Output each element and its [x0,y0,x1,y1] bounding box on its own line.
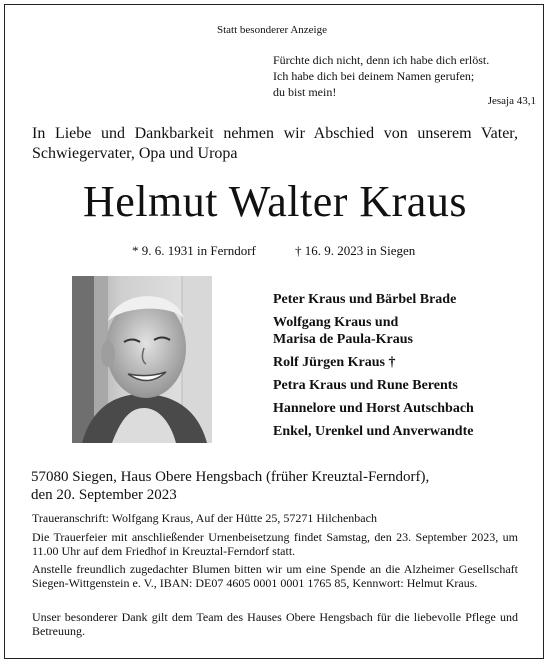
funeral-info: Die Trauerfeier mit anschließender Urnenbeisetzung findet Samstag, den 23. September 2023, um 11.00 Uhr auf dem Friedhof in Kreuztal-Ferndorf statt. [32,530,518,558]
mourner-line-4: Rolf Jürgen Kraus † [273,355,396,370]
mourner-line-3: Marisa de Paula-Kraus [273,332,413,347]
portrait-photo-image [72,276,212,443]
donation-info: Anstelle freundlich zugedachter Blumen bitten wir um eine Spende an die Alzheimer Gesellschaft Siegen-Wittgenstein e. V., IBAN: DE07 4605 0001 0001 1765 85, Kennwort: Helmut Kraus. [32,562,518,590]
mourner-line-2: Wolfgang Kraus und [273,315,399,330]
mourner-line-5: Petra Kraus und Rune Berents [273,378,458,393]
header-text: Statt besonderer Anzeige [217,24,327,36]
mourner-line-7: Enkel, Urenkel und Anverwandte [273,424,474,439]
verse-source: Jesaja 43,1 [487,95,536,107]
intro-text: In Liebe und Dankbarkeit nehmen wir Abschied von unserem Vater, Schwiegervater, Opa und Uropa [32,125,518,162]
portrait-photo [72,276,212,443]
death-date: † 16. 9. 2023 in Siegen [295,243,416,258]
verse-line-3: du bist mein! [273,85,337,99]
place-line-1: 57080 Siegen, Haus Obere Hengsbach (früher Kreuztal-Ferndorf), [31,469,430,485]
deceased-name: Helmut Walter Kraus [83,177,467,226]
birth-date: * 9. 6. 1931 in Ferndorf [132,243,256,258]
thanks-text: Unser besonderer Dank gilt dem Team des Hauses Obere Hengsbach für die liebevolle Pflege und Betreuung. [32,610,518,638]
verse-line-2: Ich habe dich bei deinem Namen gerufen; [273,69,475,83]
mourning-address: Traueranschrift: Wolfgang Kraus, Auf der Hütte 25, 57271 Hilchenbach [32,511,377,525]
place-line-2: den 20. September 2023 [31,487,177,503]
mourner-line-1: Peter Kraus und Bärbel Brade [273,292,457,307]
mourner-line-6: Hannelore und Horst Autschbach [273,401,474,416]
verse-line-1: Fürchte dich nicht, denn ich habe dich erlöst. [273,53,490,67]
